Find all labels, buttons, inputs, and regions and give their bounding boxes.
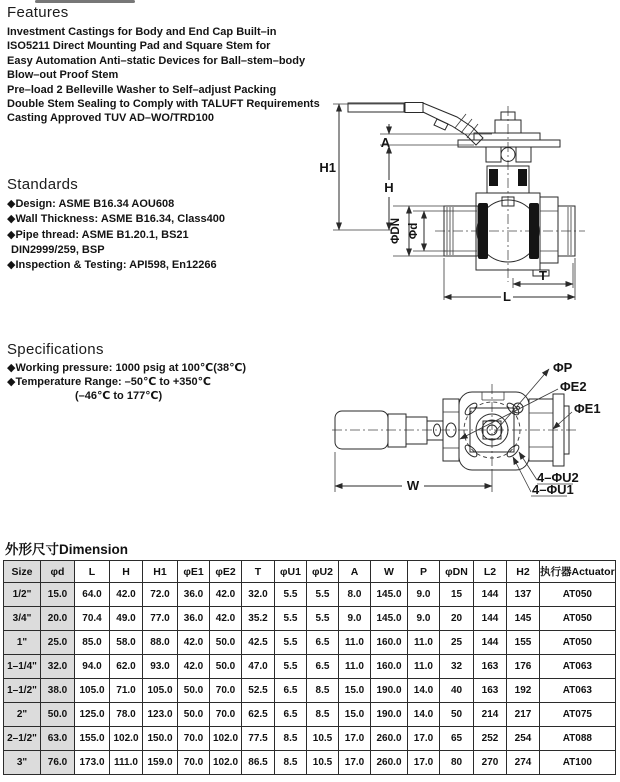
table-cell: 11.0 — [408, 631, 440, 655]
column-header: H1 — [143, 561, 178, 583]
table-cell: 42.0 — [210, 583, 242, 607]
specification-line: ◆Working pressure: 1000 psig at 100℃(38℃) — [7, 362, 247, 374]
table-cell: 163 — [474, 679, 507, 703]
table-cell: 65 — [440, 727, 474, 751]
dim-label-u1: 4–ΦU1 — [532, 482, 574, 497]
table-cell: 76.0 — [41, 751, 75, 775]
table-cell: AT050 — [540, 583, 616, 607]
table-cell: 10.5 — [307, 751, 339, 775]
table-cell: 1/2" — [4, 583, 41, 607]
features-section — [7, 4, 320, 126]
table-cell: 32.0 — [242, 583, 275, 607]
feature-line: Double Stem Sealing to Comply with TALUFT Requirements — [7, 98, 320, 111]
column-header: H — [110, 561, 143, 583]
column-header: φd — [41, 561, 75, 583]
table-cell: 3" — [4, 751, 41, 775]
table-cell: 17.0 — [339, 727, 371, 751]
standards-line: ◆Wall Thickness: ASME B16.34, Class400 — [7, 213, 225, 226]
table-cell: 80 — [440, 751, 474, 775]
table-cell: 86.5 — [242, 751, 275, 775]
dim-label-d: Φd — [408, 222, 420, 240]
table-cell: 17.0 — [408, 751, 440, 775]
feature-line: Blow–out Proof Stem — [7, 69, 119, 82]
column-header: H2 — [507, 561, 540, 583]
table-cell: 20.0 — [41, 607, 75, 631]
table-cell: 32 — [440, 655, 474, 679]
table-cell: 70.4 — [75, 607, 110, 631]
table-cell: 163 — [474, 655, 507, 679]
column-header: P — [408, 561, 440, 583]
standards-title: Standards — [7, 176, 79, 193]
dim-label-dn: ΦDN — [390, 217, 402, 245]
table-cell: 6.5 — [307, 655, 339, 679]
table-cell: 14.0 — [408, 679, 440, 703]
table-cell: 72.0 — [143, 583, 178, 607]
table-cell: 150.0 — [143, 727, 178, 751]
table-cell: AT063 — [540, 655, 616, 679]
table-cell: 1–1/4" — [4, 655, 41, 679]
table-cell: 36.0 — [178, 607, 210, 631]
specification-line: (–46℃ to 177℃) — [75, 389, 163, 402]
standards-line: DIN2999/259, BSP — [11, 243, 105, 256]
table-cell: 70.0 — [210, 679, 242, 703]
dim-label-w: W — [406, 478, 420, 493]
column-header: 执行器Actuator — [540, 561, 616, 583]
table-cell: 42.5 — [242, 631, 275, 655]
table-cell: 14.0 — [408, 703, 440, 727]
table-row — [4, 679, 616, 703]
dim-label-e1: ΦE1 — [574, 401, 601, 416]
table-cell: 102.0 — [210, 751, 242, 775]
table-cell: 145.0 — [371, 583, 408, 607]
table-row — [4, 631, 616, 655]
table-cell: AT050 — [540, 607, 616, 631]
table-cell: 192 — [507, 679, 540, 703]
table-cell: 217 — [507, 703, 540, 727]
table-cell: 49.0 — [110, 607, 143, 631]
column-header: A — [339, 561, 371, 583]
seat-right — [529, 203, 539, 259]
table-cell: 190.0 — [371, 703, 408, 727]
table-cell: AT088 — [540, 727, 616, 751]
table-cell: 102.0 — [210, 727, 242, 751]
table-cell: 6.5 — [275, 679, 307, 703]
column-header: φE2 — [210, 561, 242, 583]
table-cell: 42.0 — [110, 583, 143, 607]
table-cell: 11.0 — [339, 631, 371, 655]
table-cell: 25 — [440, 631, 474, 655]
table-row — [4, 751, 616, 775]
standards-line: ◆Inspection & Testing: API598, En12266 — [7, 259, 217, 272]
table-cell: 2" — [4, 703, 41, 727]
table-cell: 20 — [440, 607, 474, 631]
table-cell: 70.0 — [178, 751, 210, 775]
column-header: W — [371, 561, 408, 583]
table-cell: 25.0 — [41, 631, 75, 655]
table-cell: 8.5 — [275, 751, 307, 775]
table-header-row — [4, 561, 616, 583]
table-cell: 159.0 — [143, 751, 178, 775]
table-cell: 260.0 — [371, 751, 408, 775]
center-lines — [332, 384, 578, 470]
table-cell: 38.0 — [41, 679, 75, 703]
stem-assembly — [458, 112, 560, 193]
table-cell: 70.0 — [178, 727, 210, 751]
table-cell: 8.5 — [275, 727, 307, 751]
valve-top-view-drawing — [280, 332, 620, 514]
table-cell: 62.0 — [110, 655, 143, 679]
table-cell: 36.0 — [178, 583, 210, 607]
table-cell: 105.0 — [143, 679, 178, 703]
table-cell: 144 — [474, 631, 507, 655]
table-cell: 77.5 — [242, 727, 275, 751]
table-cell: 11.0 — [408, 655, 440, 679]
table-cell: 15 — [440, 583, 474, 607]
table-cell: 6.5 — [275, 703, 307, 727]
table-cell: 5.5 — [275, 607, 307, 631]
table-cell: 144 — [474, 607, 507, 631]
table-cell: AT050 — [540, 631, 616, 655]
table-cell: 274 — [507, 751, 540, 775]
table-cell: 11.0 — [339, 655, 371, 679]
table-cell: 58.0 — [110, 631, 143, 655]
table-cell: 155.0 — [75, 727, 110, 751]
table-cell: 2–1/2" — [4, 727, 41, 751]
table-cell: 15.0 — [339, 703, 371, 727]
column-header: L2 — [474, 561, 507, 583]
column-header: φU2 — [307, 561, 339, 583]
column-header: φE1 — [178, 561, 210, 583]
feature-line: Pre–load 2 Belleville Washer to Self–adjust Packing — [7, 83, 277, 96]
table-cell: 9.0 — [408, 583, 440, 607]
table-cell: 145 — [507, 607, 540, 631]
column-header: L — [75, 561, 110, 583]
table-cell: 190.0 — [371, 679, 408, 703]
dim-label-u2: 4–ΦU2 — [537, 470, 579, 485]
table-cell: 93.0 — [143, 655, 178, 679]
table-cell: 5.5 — [307, 583, 339, 607]
table-cell: AT100 — [540, 751, 616, 775]
dim-label-h: H — [384, 180, 394, 195]
table-cell: 71.0 — [110, 679, 143, 703]
column-header: φDN — [440, 561, 474, 583]
table-cell: 50.0 — [210, 631, 242, 655]
table-cell: 9.0 — [408, 607, 440, 631]
specifications-section — [7, 341, 246, 403]
table-cell: 145.0 — [371, 607, 408, 631]
table-cell: 214 — [474, 703, 507, 727]
table-cell: 270 — [474, 751, 507, 775]
standards-line: ◆Design: ASME B16.34 AOU608 — [7, 198, 175, 210]
table-cell: 88.0 — [143, 631, 178, 655]
top-view-dimensions — [335, 360, 601, 497]
table-cell: 42.0 — [178, 631, 210, 655]
valve-body — [444, 193, 575, 276]
table-cell: 5.5 — [275, 631, 307, 655]
table-cell: 94.0 — [75, 655, 110, 679]
table-cell: 62.5 — [242, 703, 275, 727]
table-cell: 42.0 — [178, 655, 210, 679]
table-cell: 50.0 — [178, 679, 210, 703]
standards-line: ◆Pipe thread: ASME B1.20.1, BS21 — [7, 228, 189, 241]
table-cell: AT075 — [540, 703, 616, 727]
dim-label-a: A — [380, 135, 391, 150]
feature-line: ISO5211 Direct Mounting Pad and Square Stem for — [7, 40, 271, 53]
table-cell: 42.0 — [210, 607, 242, 631]
table-cell: 252 — [474, 727, 507, 751]
table-cell: 64.0 — [75, 583, 110, 607]
table-cell: 160.0 — [371, 655, 408, 679]
table-cell: 254 — [507, 727, 540, 751]
table-cell: 40 — [440, 679, 474, 703]
table-cell: 1–1/2" — [4, 679, 41, 703]
table-cell: 260.0 — [371, 727, 408, 751]
dim-label-p: ΦP — [553, 360, 573, 375]
dimension-section-title: 外形尺寸Dimension — [5, 542, 129, 557]
dim-label-l: L — [503, 289, 511, 304]
feature-line: Easy Automation Anti–static Devices for Ball–stem–body — [7, 54, 306, 67]
table-cell: 5.5 — [307, 607, 339, 631]
table-cell: 15.0 — [339, 679, 371, 703]
table-cell: 85.0 — [75, 631, 110, 655]
table-cell: 173.0 — [75, 751, 110, 775]
table-cell: 8.0 — [339, 583, 371, 607]
table-cell: 77.0 — [143, 607, 178, 631]
table-cell: 78.0 — [110, 703, 143, 727]
table-row — [4, 703, 616, 727]
table-cell: AT063 — [540, 679, 616, 703]
table-cell: 144 — [474, 583, 507, 607]
table-cell: 8.5 — [307, 679, 339, 703]
table-cell: 1" — [4, 631, 41, 655]
specifications-title: Specifications — [7, 341, 104, 358]
table-cell: 17.0 — [339, 751, 371, 775]
table-row — [4, 607, 616, 631]
feature-line: Investment Castings for Body and End Cap Built–in — [7, 26, 277, 38]
table-cell: 63.0 — [41, 727, 75, 751]
table-cell: 102.0 — [110, 727, 143, 751]
table-cell: 111.0 — [110, 751, 143, 775]
table-row — [4, 727, 616, 751]
table-row — [4, 655, 616, 679]
table-cell: 155 — [507, 631, 540, 655]
table-row — [4, 583, 616, 607]
table-cell: 176 — [507, 655, 540, 679]
table-cell: 47.0 — [242, 655, 275, 679]
dim-label-e2: ΦE2 — [560, 379, 587, 394]
features-title: Features — [7, 4, 69, 21]
table-cell: 137 — [507, 583, 540, 607]
table-cell: 9.0 — [339, 607, 371, 631]
table-cell: 50.0 — [41, 703, 75, 727]
table-cell: 3/4" — [4, 607, 41, 631]
column-header: T — [242, 561, 275, 583]
table-cell: 8.5 — [307, 703, 339, 727]
table-cell: 17.0 — [408, 727, 440, 751]
table-cell: 6.5 — [307, 631, 339, 655]
table-cell: 123.0 — [143, 703, 178, 727]
table-cell: 5.5 — [275, 583, 307, 607]
feature-line: Casting Approved TUV AD–WO/TRD100 — [7, 112, 214, 125]
table-cell: 52.5 — [242, 679, 275, 703]
scan-artifact — [35, 0, 135, 3]
column-header: φU1 — [275, 561, 307, 583]
table-cell: 105.0 — [75, 679, 110, 703]
table-cell: 50.0 — [178, 703, 210, 727]
seat-left — [478, 203, 488, 259]
standards-section — [7, 176, 225, 273]
table-cell: 160.0 — [371, 631, 408, 655]
table-cell: 50 — [440, 703, 474, 727]
table-cell: 70.0 — [210, 703, 242, 727]
table-cell: 32.0 — [41, 655, 75, 679]
valve-side-view-drawing — [280, 93, 605, 305]
specification-line: ◆Temperature Range: –50℃ to +350℃ — [7, 375, 211, 388]
column-header: Size — [4, 561, 41, 583]
dim-label-t: T — [539, 268, 547, 283]
valve-handle — [348, 103, 483, 146]
table-cell: 5.5 — [275, 655, 307, 679]
dim-label-h1: H1 — [319, 160, 336, 175]
dimension-table — [3, 560, 616, 775]
table-cell: 10.5 — [307, 727, 339, 751]
table-cell: 125.0 — [75, 703, 110, 727]
table-cell: 35.2 — [242, 607, 275, 631]
table-cell: 15.0 — [41, 583, 75, 607]
table-cell: 50.0 — [210, 655, 242, 679]
